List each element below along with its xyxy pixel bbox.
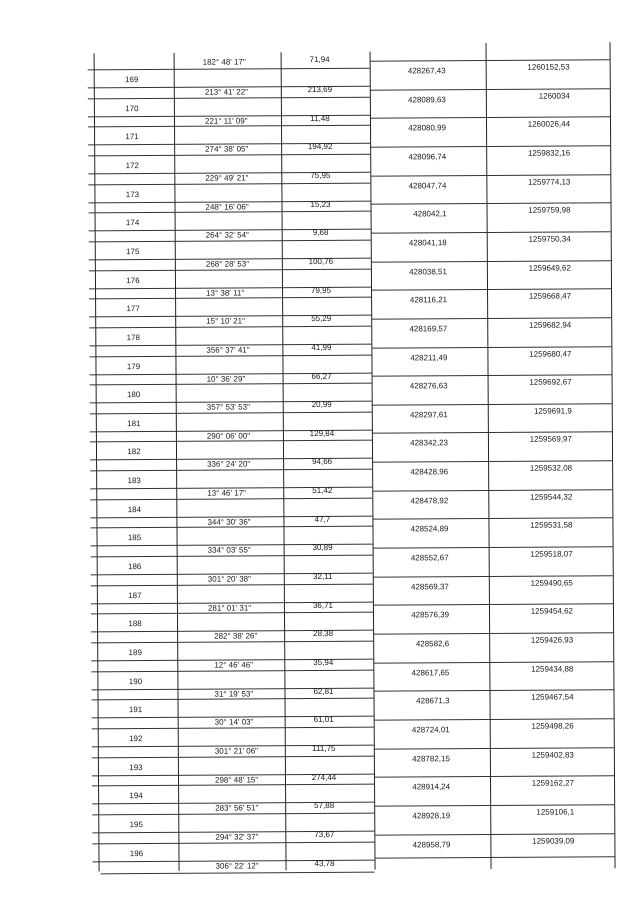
row-divider (89, 240, 371, 243)
x-coordinate: 428080,99 (408, 123, 447, 133)
length-cell: 71,94 (309, 54, 330, 65)
length-cell: 43,78 (314, 858, 335, 868)
y-coordinate: 1259531,58 (530, 520, 573, 531)
x-coordinate: 428671,3 (416, 696, 450, 706)
row-divider (372, 374, 612, 376)
row-divider (371, 346, 611, 348)
row-divider (92, 755, 374, 758)
row-divider (91, 583, 373, 586)
row-divider (371, 288, 611, 290)
y-coordinate: 1259490,65 (530, 578, 573, 588)
angle-cell: 264° 32' 54" (205, 230, 249, 240)
row-divider (372, 460, 612, 462)
row-divider (88, 96, 370, 99)
angle-cell: 182° 48' 17" (202, 57, 246, 67)
y-coordinate: 1259402,83 (531, 750, 574, 760)
point-number: 172 (125, 161, 139, 171)
length-cell: 61,01 (313, 715, 334, 725)
column-divider (94, 53, 100, 871)
angle-cell: 301° 21' 06" (214, 746, 259, 756)
x-coordinate: 428096,74 (408, 152, 447, 162)
y-coordinate: 1259774,13 (528, 177, 571, 187)
y-coordinate: 1259750,34 (528, 234, 571, 244)
row-divider (89, 268, 371, 271)
angle-cell: 12° 46' 46" (214, 660, 254, 670)
row-divider (370, 174, 610, 176)
angle-cell: 298° 48' 15" (214, 774, 259, 785)
x-coordinate: 428342,23 (410, 438, 448, 448)
x-coordinate: 428047,74 (408, 180, 447, 191)
point-number: 174 (125, 218, 140, 228)
point-number: 170 (125, 103, 139, 113)
y-coordinate: 1259532,08 (529, 463, 573, 473)
row-divider (373, 690, 613, 692)
point-number: 178 (126, 332, 141, 343)
x-coordinate: 428928,19 (412, 811, 451, 821)
row-divider (91, 669, 373, 672)
angle-cell: 306° 22' 12" (215, 860, 259, 871)
row-divider (373, 632, 613, 634)
length-cell: 35,94 (313, 657, 334, 668)
point-number: 182 (127, 447, 141, 457)
point-number: 194 (129, 791, 143, 801)
x-coordinate: 428524,89 (410, 524, 449, 534)
row-divider (90, 440, 372, 443)
length-cell: 20,99 (311, 400, 332, 410)
angle-cell: 334° 03' 55" (207, 545, 251, 556)
length-cell: 9,68 (312, 228, 329, 238)
x-coordinate: 428617,65 (411, 667, 450, 678)
row-divider (91, 555, 373, 558)
row-divider (88, 154, 370, 157)
length-cell: 32,11 (313, 571, 333, 582)
length-cell: 129,84 (309, 428, 335, 438)
row-divider (92, 841, 374, 844)
angle-cell: 283° 56' 51" (215, 803, 259, 813)
column-divider (486, 43, 492, 869)
row-divider (90, 383, 372, 386)
y-coordinate: 1259682,94 (528, 320, 572, 330)
point-number: 186 (127, 562, 142, 572)
x-coordinate: 428569,37 (410, 581, 449, 592)
x-coordinate: 428297,61 (409, 410, 448, 420)
y-coordinate: 1259434,88 (531, 664, 574, 674)
point-number: 195 (129, 819, 143, 830)
y-coordinate: 1259454,62 (530, 606, 574, 617)
length-cell: 213,69 (307, 84, 333, 95)
length-cell: 100,76 (308, 256, 334, 266)
x-coordinate: 428582,6 (415, 639, 450, 649)
length-cell: 41,99 (311, 342, 332, 352)
x-coordinate: 428724,01 (411, 725, 450, 735)
row-divider (90, 526, 372, 529)
y-coordinate: 1259039,09 (532, 836, 575, 846)
row-divider (373, 604, 613, 606)
y-coordinate: 1259692,67 (529, 377, 572, 387)
point-number: 179 (126, 361, 141, 371)
angle-cell: 248° 16' 06" (205, 202, 249, 212)
angle-cell: 15° 10' 21" (206, 316, 245, 326)
y-coordinate: 1259518,07 (530, 549, 573, 559)
y-coordinate: 1260034 (538, 91, 570, 101)
row-divider (89, 297, 371, 300)
row-divider (374, 718, 614, 720)
angle-cell: 213° 41' 22" (204, 87, 248, 97)
angle-cell: 30° 14' 03" (214, 717, 254, 727)
row-divider (371, 317, 611, 319)
row-divider (372, 489, 612, 491)
point-number: 171 (125, 132, 139, 142)
length-cell: 30,89 (312, 543, 333, 553)
point-number: 191 (128, 705, 143, 715)
point-number: 169 (125, 75, 139, 85)
angle-cell: 281° 01' 31" (207, 603, 252, 613)
length-cell: 94,66 (312, 457, 333, 467)
y-coordinate: 1259759,98 (528, 205, 571, 215)
row-divider (92, 813, 374, 816)
angle-cell: 10° 36' 29" (206, 373, 246, 384)
length-cell: 55,29 (311, 314, 332, 324)
row-divider (101, 871, 375, 874)
y-coordinate: 1260152,53 (527, 62, 570, 72)
row-divider (374, 856, 614, 858)
row-divider (370, 117, 610, 119)
point-number: 183 (127, 476, 141, 486)
x-coordinate: 428267,43 (407, 66, 446, 76)
length-cell: 79,95 (310, 285, 332, 295)
point-number: 187 (128, 590, 142, 600)
point-number: 185 (127, 533, 142, 543)
length-cell: 36,71 (312, 600, 333, 610)
row-divider (88, 125, 370, 128)
y-coordinate: 1259498,26 (531, 721, 574, 731)
y-coordinate: 1259467,54 (531, 692, 574, 703)
point-number: 181 (127, 418, 141, 428)
row-divider (373, 661, 613, 663)
row-divider (370, 88, 610, 90)
angle-cell: 290° 06' 00" (206, 431, 251, 441)
row-divider (88, 182, 370, 185)
y-coordinate: 1259426,93 (530, 635, 574, 645)
x-coordinate: 428169,57 (409, 324, 448, 334)
row-divider (92, 727, 374, 730)
length-cell: 51,42 (312, 486, 333, 496)
row-divider (89, 326, 371, 329)
angle-cell: 229° 49' 21" (205, 173, 249, 183)
point-number: 192 (129, 734, 143, 744)
length-cell: 11,48 (310, 113, 330, 123)
point-number: 193 (129, 762, 143, 772)
angle-cell: 221° 11' 09" (204, 116, 248, 126)
row-divider (374, 775, 614, 777)
row-divider (90, 497, 372, 500)
angle-cell: 13° 46' 17" (207, 488, 247, 498)
length-cell: 47,7 (314, 514, 331, 524)
y-coordinate: 1259162,27 (531, 778, 575, 788)
point-number: 177 (126, 304, 140, 314)
x-coordinate: 428478,92 (410, 495, 449, 506)
row-divider (373, 575, 613, 577)
x-coordinate: 428089,63 (408, 94, 446, 105)
row-divider (372, 432, 612, 434)
angle-cell: 294° 32' 37" (215, 832, 259, 842)
point-number: 180 (126, 390, 141, 400)
x-coordinate: 428428,96 (410, 467, 449, 477)
angle-cell: 344° 30' 36" (207, 517, 251, 527)
column-divider (610, 42, 616, 868)
row-divider (374, 804, 614, 806)
length-cell: 274,44 (311, 772, 337, 782)
angle-cell: 274° 38' 05" (205, 144, 249, 154)
column-divider (174, 53, 180, 871)
length-cell: 62,81 (313, 686, 334, 696)
y-coordinate: 1259668,47 (528, 291, 572, 301)
row-divider (371, 231, 611, 233)
length-cell: 111,75 (312, 743, 336, 753)
length-cell: 15,23 (310, 199, 331, 209)
x-coordinate: 428576,39 (411, 610, 450, 620)
row-divider (370, 202, 610, 204)
y-coordinate: 1259680,47 (529, 348, 572, 359)
row-divider (92, 698, 374, 701)
y-coordinate: 1259691,9 (533, 406, 572, 416)
angle-cell: 31° 19' 53" (214, 689, 254, 699)
y-coordinate: 1259649,62 (528, 263, 571, 273)
x-coordinate: 428958,79 (412, 839, 451, 849)
row-divider (89, 354, 371, 357)
angle-cell: 282° 38' 26" (214, 631, 258, 641)
length-cell: 57,88 (314, 801, 335, 811)
row-divider (372, 518, 612, 520)
angle-cell: 13° 38' 11" (206, 288, 245, 298)
x-coordinate: 428914,24 (412, 782, 451, 792)
x-coordinate: 428042,1 (413, 209, 447, 219)
angle-cell: 336° 24' 20" (207, 459, 251, 470)
row-divider (370, 59, 610, 61)
row-divider (374, 747, 614, 749)
row-divider (372, 403, 612, 405)
y-coordinate: 1259569,97 (529, 434, 572, 445)
row-divider (91, 641, 373, 644)
y-coordinate: 1259544,32 (529, 492, 573, 502)
y-coordinate: 1260026,44 (527, 119, 571, 130)
x-coordinate: 428276,63 (409, 381, 448, 391)
point-number: 175 (126, 246, 140, 257)
x-coordinate: 428041,18 (408, 238, 447, 248)
angle-cell: 356° 37' 41" (206, 345, 250, 355)
point-number: 176 (126, 275, 140, 285)
row-divider (370, 145, 610, 147)
row-divider (90, 469, 372, 472)
point-number: 188 (128, 619, 142, 629)
point-number: 190 (128, 676, 143, 686)
y-coordinate: 1259106,1 (536, 807, 575, 817)
angle-cell: 357° 53' 53" (206, 402, 250, 412)
row-divider (92, 784, 374, 787)
point-number: 196 (129, 848, 144, 858)
length-cell: 75,95 (310, 170, 331, 180)
length-cell: 194,92 (307, 142, 333, 152)
angle-cell: 301° 20' 38" (207, 574, 251, 584)
x-coordinate: 428116,21 (409, 295, 448, 305)
x-coordinate: 428552,67 (410, 553, 449, 563)
length-cell: 28,38 (313, 629, 334, 639)
row-divider (374, 833, 614, 835)
x-coordinate: 428782,15 (412, 753, 450, 764)
row-divider (371, 260, 611, 262)
row-divider (88, 68, 370, 71)
point-number: 173 (125, 189, 140, 199)
row-divider (89, 211, 371, 214)
point-number: 184 (127, 504, 142, 514)
y-coordinate: 1259832,16 (527, 148, 571, 158)
row-divider (373, 546, 613, 548)
row-divider (91, 612, 373, 615)
length-cell: 73,67 (314, 829, 335, 839)
angle-cell: 268° 28' 53" (205, 259, 250, 269)
x-coordinate: 428211,49 (410, 352, 448, 362)
x-coordinate: 428038,51 (409, 266, 447, 276)
point-number: 189 (128, 648, 142, 658)
row-divider (90, 411, 372, 414)
length-cell: 66,27 (311, 371, 332, 381)
